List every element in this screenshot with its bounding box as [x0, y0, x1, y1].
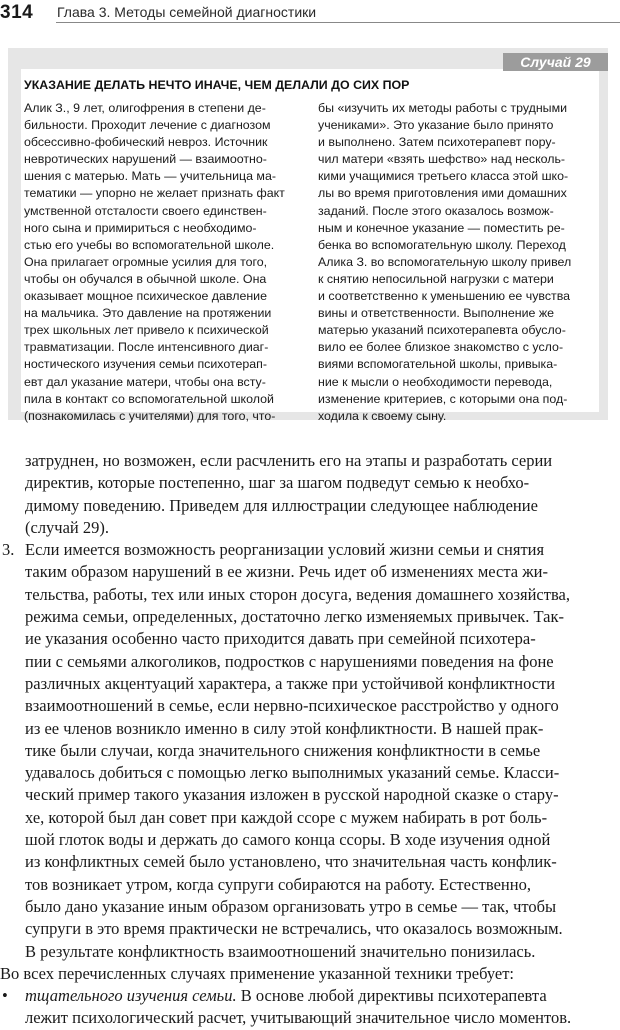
text-line: изменение критериев, с которыми она под-	[318, 391, 568, 406]
text-line: Алика З. во вспомогательную школу привел	[318, 254, 572, 269]
text-line: бы «изучить их методы работы с трудными	[318, 101, 568, 115]
text-line: бильности. Проходит лечение с диагнозом	[24, 118, 271, 133]
main-body-text	[0, 450, 620, 1030]
text-line: димому поведению. Приведем для иллюстрации следующее наблюдение	[25, 495, 538, 515]
text-line: виями вспомогательной школы, привыка-	[318, 357, 558, 372]
text-line: шой глоток воды и держать до самого конца ссоры. В ходе изучения одной	[25, 830, 551, 850]
text-line: (познакомилась с учителями) для того, что-	[24, 408, 276, 423]
text-line: из конфликтных семей было установлено, что значительная часть конфлик-	[25, 852, 557, 872]
continuation-paragraph	[0, 450, 620, 539]
text-line: обсессивно-фобический невроз. Источник	[24, 135, 268, 150]
text-line: супруги в это время практически не встречались, что оказалось возможным.	[25, 919, 563, 939]
bullet-line-1-rest: В основе любой директивы психотерапевта	[236, 986, 547, 1006]
text-line: директив, которые постепенно, шаг за шагом подведут семью к необхо-	[25, 473, 530, 493]
text-line: чил матери «взять шефство» над несколь-	[318, 152, 566, 167]
text-line: заданий. После этого оказалось возмож-	[318, 203, 554, 218]
chapter-title: Глава 3. Методы семейной диагностики	[57, 4, 317, 20]
text-line: Если имеется возможность реорганизации условий жизни семьи и снятия	[25, 540, 545, 560]
list-item-3-text	[0, 539, 620, 963]
text-line: тельства, работы, тех или иных сторон досуга, ведения домашнего хозяйства,	[25, 584, 570, 604]
text-line: ностического изучения семьи психотерап-	[24, 357, 267, 372]
text-line: Она прилагает огромные усилия для того,	[24, 254, 268, 269]
text-line: оказывает мощное психическое давление	[24, 289, 267, 304]
text-line: взаимоотношений в семье, если нервно-психическое расстройство у одного	[25, 696, 559, 716]
text-line: трех школьных лет привело к психической	[24, 323, 269, 338]
text-line: хе, которой был дан совет при каждой ссоре с мужем набирать в рот боль-	[25, 807, 548, 827]
text-line: чтобы он обучался в обычной школе. Она	[24, 271, 267, 286]
text-line: из ее членов возникло именно в силу этой конфликтности. В нашей прак-	[25, 718, 544, 738]
text-line: затруднен, но возможен, если расчленить его на этапы и разработать серии	[25, 451, 553, 470]
text-line: тематики — упорно не желает признать факт	[24, 186, 285, 201]
text-line: пии с семьями алкоголиков, подростков с нарушениями поведения на фоне	[25, 651, 554, 671]
text-line: режима семьи, определенных, достаточно легко изменяемых привычек. Так-	[25, 607, 565, 627]
text-line: матерью указаний психотерапевта обусло-	[318, 323, 566, 338]
text-line: ние к мысли о необходимости перевода,	[318, 374, 553, 389]
text-line: лы во время приготовления ими домашних	[318, 186, 567, 201]
case-text-left-column	[24, 100, 304, 425]
text-line: евт дал указание матери, чтобы она всту-	[24, 374, 266, 389]
bullet-icon: •	[2, 986, 8, 1006]
header-rule	[56, 22, 620, 23]
text-line: пила в контакт со вспомогательной школой	[24, 391, 274, 406]
text-line: на мальчика. Это давление на протяжении	[24, 306, 272, 321]
text-line: тов возникает утром, когда супруги собираются на работу. Естественно,	[25, 874, 531, 894]
text-line: к снятию непосильной нагрузки с матери	[318, 271, 554, 286]
bullet-line-1	[0, 985, 620, 1007]
list-item-3	[0, 539, 620, 963]
text-line: удавалось добиться с помощью легко выполнимых указаний семье. Класси-	[25, 763, 560, 783]
text-line: Алик З., 9 лет, олигофрения в степени де-	[24, 101, 266, 115]
text-line: таким образом нарушений в ее жизни. Речь идет об изменениях места жи-	[25, 562, 548, 582]
text-line: кими учащимися третьего класса этой шко-	[318, 169, 569, 184]
text-line: было дано указание иным образом организовать утро в семье — так, чтобы	[25, 896, 557, 916]
text-line: ческий пример такого указания изложен в русской народной сказке о стару-	[25, 785, 559, 805]
text-line: невротических нарушений — взаимоотно-	[24, 152, 267, 167]
text-line: и выполнено. Затем психотерапевт пору-	[318, 135, 556, 150]
text-line: ходила к своему сыну.	[318, 408, 447, 423]
case-label: Случай 29	[503, 53, 608, 71]
text-line: стью его учебы во вспомогательной школе.	[24, 237, 275, 252]
list-number: 3.	[2, 540, 15, 560]
text-line: и соответственно к уменьшению ее чувства	[318, 289, 571, 304]
text-line: В результате конфликтность взаимоотношений значительно понизилась.	[25, 941, 536, 961]
text-line: ие указания особенно часто приходится давать при семейной психотера-	[25, 629, 536, 649]
text-line: различных акцентуаций характера, а также при устойчивой конфликтности	[25, 673, 556, 693]
text-line: учениками». Это указание было принято	[318, 118, 554, 133]
page-number: 314	[0, 2, 34, 23]
bullet-italic-lead: тщательного изучения семьи.	[25, 986, 237, 1006]
text-line: (случай 29).	[25, 517, 109, 537]
text-line: бенка во вспомогательную школу. Переход	[318, 237, 566, 252]
bullet-item	[0, 985, 620, 1030]
text-line: ного сына и примириться с необходимо-	[24, 220, 257, 235]
case-title: УКАЗАНИЕ ДЕЛАТЬ НЕЧТО ИНАЧЕ, ЧЕМ ДЕЛАЛИ ДО СИХ ПОР	[24, 78, 410, 92]
page-header	[0, 0, 620, 26]
text-line: умственной отсталости своего единствен-	[24, 203, 267, 218]
text-line: ным и конечное указание — поместить ре-	[318, 220, 565, 235]
text-line: вило ее более близкое знакомство с усло-	[318, 340, 564, 355]
text-line: шения с матерью. Мать — учительница ма-	[24, 169, 276, 184]
bullet-line-2: лежит психологический расчет, учитывающий значительное число моментов.	[25, 1008, 572, 1028]
text-line: тике были случаи, когда значительного снижения конфликтности в семье	[25, 740, 541, 760]
text-line: вины и ответственности. Выполнение же	[318, 306, 555, 321]
case-text-right-column	[318, 100, 598, 425]
summary-line: Во всех перечисленных случаях применение указанной техники требует:	[0, 963, 515, 983]
text-line: травматизации. После интенсивного диаг-	[24, 340, 269, 355]
